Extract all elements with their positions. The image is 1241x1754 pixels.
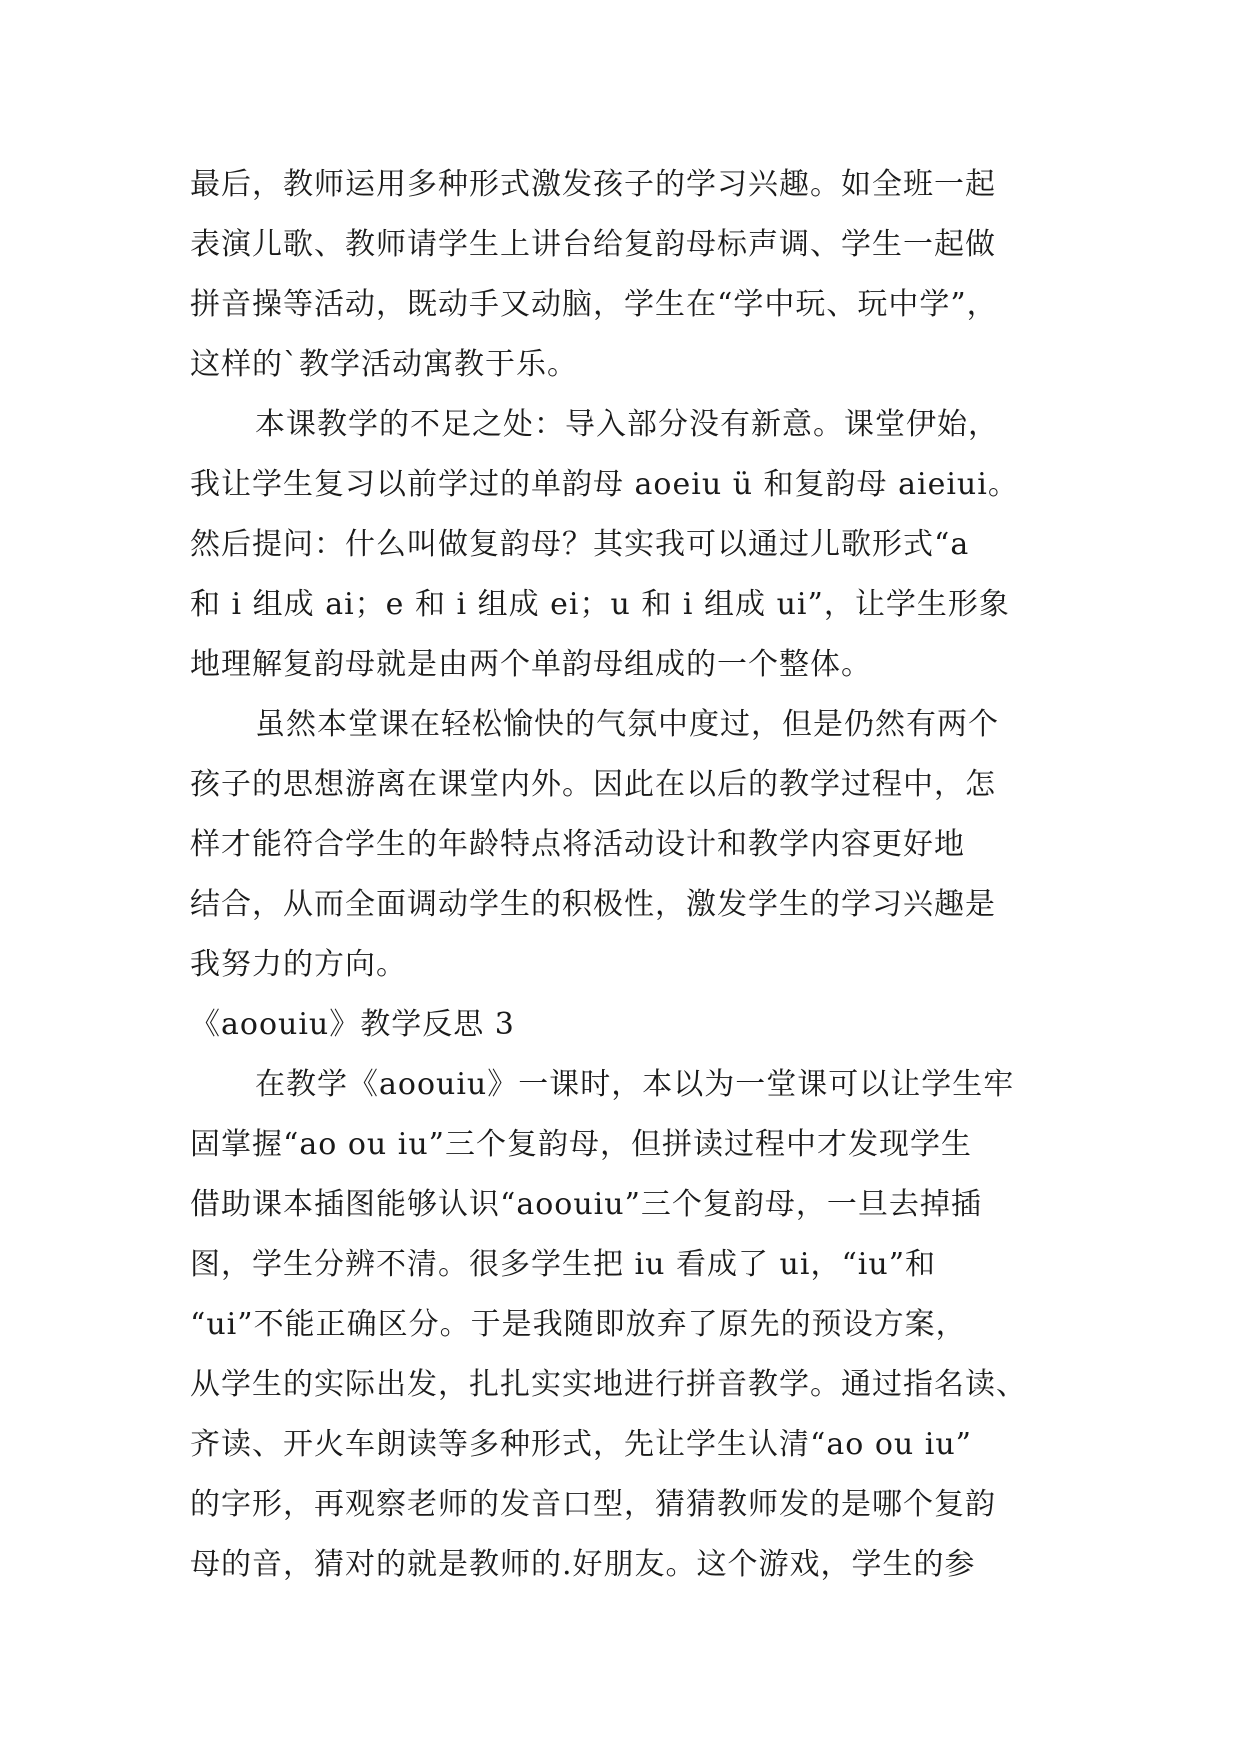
paragraph-line: 的字形，再观察老师的发音口型，猜猜教师发的是哪个复韵 — [190, 1487, 996, 1522]
paragraph-line: 齐读、开火车朗读等多种形式，先让学生认清“ao ou iu” — [190, 1427, 972, 1462]
paragraph-line: 借助课本插图能够认识“aoouiu”三个复韵母，一旦去掉插 — [190, 1187, 982, 1222]
paragraph-line: 图，学生分辨不清。很多学生把 iu 看成了 ui，“iu”和 — [190, 1247, 937, 1282]
paragraph-line: 最后，教师运用多种形式激发孩子的学习兴趣。如全班一起 — [190, 167, 996, 202]
paragraph-line: 从学生的实际出发，扎扎实实地进行拼音教学。通过指名读、 — [190, 1367, 1027, 1402]
paragraph-line: “ui”不能正确区分。于是我随即放弃了原先的预设方案， — [190, 1307, 967, 1342]
paragraph-line: 孩子的思想游离在课堂内外。因此在以后的教学过程中，怎 — [190, 767, 996, 802]
paragraph-line: 母的音，猜对的就是教师的.好朋友。这个游戏，学生的参 — [190, 1547, 976, 1582]
paragraph-line: 样才能符合学生的年龄特点将活动设计和教学内容更好地 — [190, 827, 965, 862]
paragraph-line: 和 i 组成 ai；e 和 i 组成 ei；u 和 i 组成 ui”，让学生形象 — [190, 587, 1010, 622]
paragraph-line: 我让学生复习以前学过的单韵母 aoeiu ü 和复韵母 aieiui。 — [190, 467, 1019, 502]
paragraph-line: 虽然本堂课在轻松愉快的气氛中度过，但是仍然有两个 — [255, 707, 999, 742]
section-heading: 《aoouiu》教学反思 3 — [190, 1007, 515, 1042]
paragraph-line: 在教学《aoouiu》一课时，本以为一堂课可以让学生牢 — [255, 1067, 1015, 1102]
paragraph-line: 拼音操等活动，既动手又动脑，学生在“学中玩、玩中学”， — [190, 287, 998, 322]
paragraph-line: 结合，从而全面调动学生的积极性，激发学生的学习兴趣是 — [190, 887, 996, 922]
paragraph-line: 本课教学的不足之处：导入部分没有新意。课堂伊始， — [255, 407, 999, 442]
paragraph-line: 表演儿歌、教师请学生上讲台给复韵母标声调、学生一起做 — [190, 227, 996, 262]
paragraph-line: 地理解复韵母就是由两个单韵母组成的一个整体。 — [190, 647, 872, 682]
paragraph-line: 这样的`教学活动寓教于乐。 — [190, 347, 578, 382]
paragraph-line: 然后提问：什么叫做复韵母？其实我可以通过儿歌形式“a — [190, 527, 970, 562]
paragraph-line: 固掌握“ao ou iu”三个复韵母，但拼读过程中才发现学生 — [190, 1127, 972, 1162]
paragraph-line: 我努力的方向。 — [190, 947, 407, 982]
